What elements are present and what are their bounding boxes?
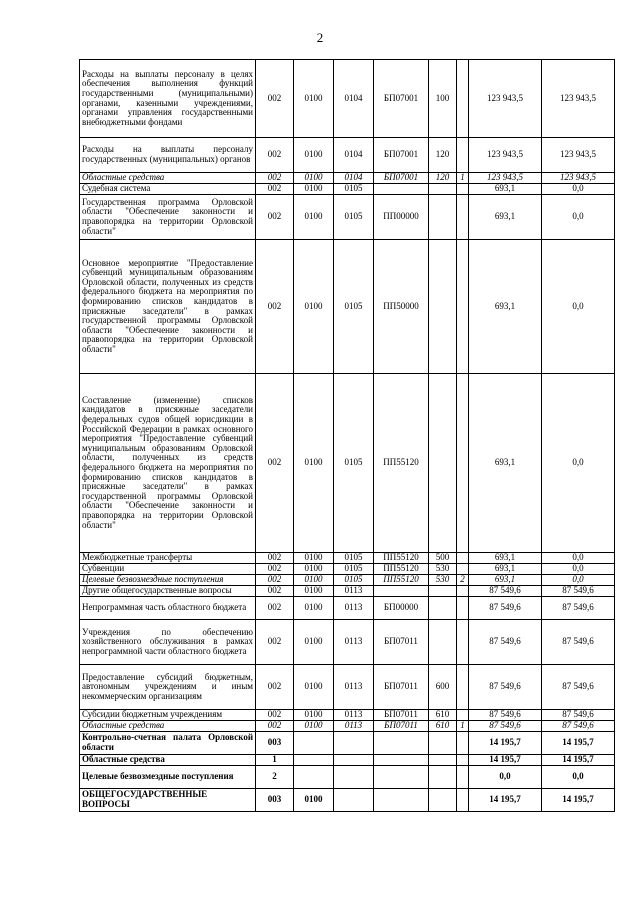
admin-code: 002 xyxy=(256,195,294,240)
amount-year-1: 87 549,6 xyxy=(469,721,542,732)
table-row xyxy=(80,665,615,710)
target-article xyxy=(374,789,429,812)
row-name: Другие общегосударственные вопросы xyxy=(80,586,256,597)
section-code: 0100 xyxy=(294,138,334,173)
funding-source xyxy=(457,620,469,665)
subsection-code: 0105 xyxy=(334,564,374,575)
section-code: 0100 xyxy=(294,575,334,586)
amount-year-2: 87 549,6 xyxy=(542,721,615,732)
amount-year-1: 693,1 xyxy=(469,564,542,575)
amount-year-2: 0,0 xyxy=(542,553,615,564)
admin-code: 002 xyxy=(256,564,294,575)
table-row xyxy=(80,60,615,138)
section-code: 0100 xyxy=(294,721,334,732)
row-name: Межбюджетные трансферты xyxy=(80,553,256,564)
subsection-code: 0113 xyxy=(334,597,374,620)
section-code: 0100 xyxy=(294,374,334,553)
subsection-code xyxy=(334,789,374,812)
subsection-code: 0105 xyxy=(334,374,374,553)
section-code xyxy=(294,766,334,789)
subsection-code: 0113 xyxy=(334,710,374,721)
row-name: Предоставление субсидий бюджетным, автономным учреждениям и иным некоммерческим организациям xyxy=(80,665,256,710)
row-name: Целевые безвозмездные поступления xyxy=(80,575,256,586)
target-article: ПП55120 xyxy=(374,575,429,586)
target-article: БП07011 xyxy=(374,710,429,721)
subsection-code: 0113 xyxy=(334,586,374,597)
admin-code: 002 xyxy=(256,665,294,710)
amount-year-2: 14 195,7 xyxy=(542,755,615,766)
row-name: Целевые безвозмездные поступления xyxy=(80,766,256,789)
expense-type: 120 xyxy=(429,138,457,173)
row-name: Расходы на выплаты персоналу государственных (муниципальных) органов xyxy=(80,138,256,173)
amount-year-2: 0,0 xyxy=(542,564,615,575)
amount-year-2: 0,0 xyxy=(542,184,615,195)
section-code: 0100 xyxy=(294,597,334,620)
row-name: ОБЩЕГОСУДАРСТВЕННЫЕ ВОПРОСЫ xyxy=(80,789,256,812)
expense-type xyxy=(429,789,457,812)
subsection-code: 0104 xyxy=(334,138,374,173)
target-article xyxy=(374,755,429,766)
subsection-code: 0105 xyxy=(334,575,374,586)
target-article: ПП55120 xyxy=(374,553,429,564)
amount-year-2: 0,0 xyxy=(542,195,615,240)
section-code: 0100 xyxy=(294,586,334,597)
funding-source xyxy=(457,755,469,766)
section-code: 0100 xyxy=(294,665,334,710)
admin-code: 002 xyxy=(256,721,294,732)
expense-type: 530 xyxy=(429,564,457,575)
funding-source xyxy=(457,374,469,553)
table-row xyxy=(80,564,615,575)
subsection-code: 0113 xyxy=(334,620,374,665)
table-row xyxy=(80,138,615,173)
section-code: 0100 xyxy=(294,60,334,138)
target-article: БП07011 xyxy=(374,665,429,710)
row-name: Субсидии бюджетным учреждениям xyxy=(80,710,256,721)
funding-source xyxy=(457,766,469,789)
funding-source xyxy=(457,586,469,597)
row-name: Учреждения по обеспечению хозяйственного обслуживания в рамках непрограммной части областного бюджета xyxy=(80,620,256,665)
admin-code: 002 xyxy=(256,240,294,374)
admin-code: 003 xyxy=(256,789,294,812)
target-article: ПП50000 xyxy=(374,240,429,374)
table-row xyxy=(80,586,615,597)
subsection-code xyxy=(334,755,374,766)
row-name: Судебная система xyxy=(80,184,256,195)
table-row xyxy=(80,755,615,766)
expense-type xyxy=(429,766,457,789)
target-article: ПП55120 xyxy=(374,564,429,575)
section-code: 0100 xyxy=(294,195,334,240)
amount-year-1: 123 943,5 xyxy=(469,138,542,173)
subsection-code: 0113 xyxy=(334,721,374,732)
funding-source xyxy=(457,665,469,710)
amount-year-2: 123 943,5 xyxy=(542,60,615,138)
table-row xyxy=(80,553,615,564)
table-row xyxy=(80,240,615,374)
subsection-code: 0104 xyxy=(334,173,374,184)
admin-code: 002 xyxy=(256,60,294,138)
funding-source xyxy=(457,597,469,620)
expense-type: 100 xyxy=(429,60,457,138)
amount-year-2: 123 943,5 xyxy=(542,173,615,184)
amount-year-2: 123 943,5 xyxy=(542,138,615,173)
amount-year-1: 0,0 xyxy=(469,766,542,789)
table-row xyxy=(80,766,615,789)
target-article: БП07011 xyxy=(374,620,429,665)
amount-year-1: 693,1 xyxy=(469,195,542,240)
section-code: 0100 xyxy=(294,789,334,812)
admin-code: 003 xyxy=(256,732,294,755)
admin-code: 1 xyxy=(256,755,294,766)
expense-type xyxy=(429,184,457,195)
row-name: Субвенции xyxy=(80,564,256,575)
expense-type xyxy=(429,755,457,766)
table-row xyxy=(80,721,615,732)
table-row xyxy=(80,184,615,195)
expense-type: 600 xyxy=(429,665,457,710)
section-code: 0100 xyxy=(294,240,334,374)
expense-type: 530 xyxy=(429,575,457,586)
funding-source xyxy=(457,789,469,812)
amount-year-1: 87 549,6 xyxy=(469,597,542,620)
admin-code: 002 xyxy=(256,597,294,620)
section-code xyxy=(294,732,334,755)
subsection-code: 0105 xyxy=(334,553,374,564)
table-row xyxy=(80,620,615,665)
table-row xyxy=(80,374,615,553)
target-article: БП07001 xyxy=(374,60,429,138)
table-row xyxy=(80,575,615,586)
expense-type: 120 xyxy=(429,173,457,184)
row-name: Непрограммная часть областного бюджета xyxy=(80,597,256,620)
expense-type: 610 xyxy=(429,721,457,732)
subsection-code: 0113 xyxy=(334,665,374,710)
amount-year-1: 693,1 xyxy=(469,553,542,564)
section-code: 0100 xyxy=(294,710,334,721)
amount-year-1: 693,1 xyxy=(469,184,542,195)
funding-source xyxy=(457,195,469,240)
row-name: Областные средства xyxy=(80,755,256,766)
row-name: Областные средства xyxy=(80,173,256,184)
amount-year-2: 87 549,6 xyxy=(542,620,615,665)
target-article xyxy=(374,732,429,755)
section-code: 0100 xyxy=(294,173,334,184)
row-name: Областные средства xyxy=(80,721,256,732)
expense-type xyxy=(429,195,457,240)
row-name: Государственная программа Орловской области "Обеспечение законности и правопорядка на территории Орловской области" xyxy=(80,195,256,240)
amount-year-1: 123 943,5 xyxy=(469,173,542,184)
amount-year-2: 87 549,6 xyxy=(542,586,615,597)
admin-code: 002 xyxy=(256,184,294,195)
amount-year-2: 87 549,6 xyxy=(542,665,615,710)
section-code xyxy=(294,755,334,766)
expense-type: 610 xyxy=(429,710,457,721)
funding-source xyxy=(457,138,469,173)
subsection-code xyxy=(334,732,374,755)
funding-source xyxy=(457,553,469,564)
row-name: Контрольно-счетная палата Орловской области xyxy=(80,732,256,755)
amount-year-1: 87 549,6 xyxy=(469,665,542,710)
amount-year-2: 0,0 xyxy=(542,374,615,553)
funding-source xyxy=(457,240,469,374)
expense-type xyxy=(429,586,457,597)
table-row xyxy=(80,732,615,755)
row-name: Расходы на выплаты персоналу в целях обеспечения выполнения функций государственными (муниципальными) органами, казенными учреждениями, органами управления государственными внебюджетными фондами xyxy=(80,60,256,138)
admin-code: 002 xyxy=(256,575,294,586)
admin-code: 002 xyxy=(256,173,294,184)
row-name: Составление (изменение) списков кандидатов в присяжные заседатели федеральных судов общей юрисдикции в Российской Федерации в рамках основного мероприятия "Предоставление субвенций муниципальным образованиям Орловской области, полученных из средств федерального бюджета на мероприятия по формированию списков кандидатов в присяжные заседатели" в рамках государственной программы Орловской области "Обеспечение законности и правопорядка на территории Орловской области" xyxy=(80,374,256,553)
amount-year-1: 693,1 xyxy=(469,240,542,374)
budget-table xyxy=(79,59,615,812)
admin-code: 2 xyxy=(256,766,294,789)
target-article xyxy=(374,766,429,789)
table-row xyxy=(80,789,615,812)
expense-type xyxy=(429,732,457,755)
expense-type xyxy=(429,620,457,665)
section-code: 0100 xyxy=(294,184,334,195)
target-article: БП07011 xyxy=(374,721,429,732)
subsection-code: 0104 xyxy=(334,60,374,138)
expense-type xyxy=(429,374,457,553)
amount-year-1: 14 195,7 xyxy=(469,755,542,766)
amount-year-1: 14 195,7 xyxy=(469,789,542,812)
funding-source: 1 xyxy=(457,721,469,732)
amount-year-1: 123 943,5 xyxy=(469,60,542,138)
admin-code: 002 xyxy=(256,374,294,553)
subsection-code: 0105 xyxy=(334,240,374,374)
amount-year-2: 87 549,6 xyxy=(542,710,615,721)
page-number: 2 xyxy=(316,30,324,45)
subsection-code: 0105 xyxy=(334,195,374,240)
funding-source xyxy=(457,184,469,195)
table-row xyxy=(80,173,615,184)
amount-year-1: 14 195,7 xyxy=(469,732,542,755)
target-article: ПП00000 xyxy=(374,195,429,240)
expense-type xyxy=(429,597,457,620)
table-row xyxy=(80,710,615,721)
expense-type xyxy=(429,240,457,374)
budget-table-body xyxy=(80,60,615,812)
target-article: БП07001 xyxy=(374,173,429,184)
target-article: БП07001 xyxy=(374,138,429,173)
amount-year-2: 0,0 xyxy=(542,240,615,374)
table-row xyxy=(80,597,615,620)
subsection-code: 0105 xyxy=(334,184,374,195)
target-article xyxy=(374,586,429,597)
target-article: ПП55120 xyxy=(374,374,429,553)
funding-source: 2 xyxy=(457,575,469,586)
admin-code: 002 xyxy=(256,553,294,564)
target-article xyxy=(374,184,429,195)
table-row xyxy=(80,195,615,240)
amount-year-1: 693,1 xyxy=(469,575,542,586)
funding-source xyxy=(457,732,469,755)
admin-code: 002 xyxy=(256,138,294,173)
section-code: 0100 xyxy=(294,564,334,575)
subsection-code xyxy=(334,766,374,789)
amount-year-2: 14 195,7 xyxy=(542,789,615,812)
amount-year-1: 87 549,6 xyxy=(469,620,542,665)
row-name: Основное мероприятие "Предоставление субвенций муниципальным образованиям Орловской области, полученных из средств федерального бюджета на мероприятия по формированию списков кандидатов в присяжные заседатели" в рамках государственной программы Орловской области "Обеспечение законности и правопорядка на территории Орловской области" xyxy=(80,240,256,374)
amount-year-1: 87 549,6 xyxy=(469,710,542,721)
funding-source xyxy=(457,564,469,575)
admin-code: 002 xyxy=(256,620,294,665)
funding-source: 1 xyxy=(457,173,469,184)
amount-year-2: 0,0 xyxy=(542,766,615,789)
section-code: 0100 xyxy=(294,553,334,564)
expense-type: 500 xyxy=(429,553,457,564)
section-code: 0100 xyxy=(294,620,334,665)
amount-year-1: 87 549,6 xyxy=(469,586,542,597)
amount-year-2: 0,0 xyxy=(542,575,615,586)
funding-source xyxy=(457,710,469,721)
admin-code: 002 xyxy=(256,710,294,721)
target-article: БП00000 xyxy=(374,597,429,620)
admin-code: 002 xyxy=(256,586,294,597)
amount-year-2: 87 549,6 xyxy=(542,597,615,620)
amount-year-1: 693,1 xyxy=(469,374,542,553)
funding-source xyxy=(457,60,469,138)
amount-year-2: 14 195,7 xyxy=(542,732,615,755)
